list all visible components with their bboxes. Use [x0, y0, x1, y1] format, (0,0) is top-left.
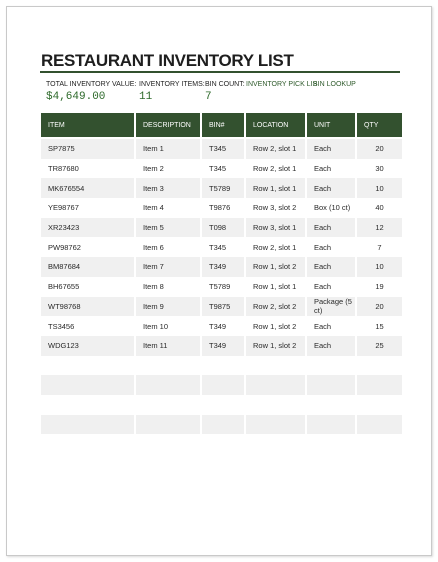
cell-description[interactable] [136, 415, 202, 435]
cell-description[interactable]: Item 11 [136, 336, 202, 356]
table-row [41, 237, 402, 257]
cell-unit[interactable]: Each [307, 257, 357, 277]
column-header-unit[interactable]: UNIT [307, 113, 357, 137]
table-row [41, 159, 402, 179]
cell-bin[interactable] [202, 434, 246, 454]
cell-item[interactable] [41, 415, 136, 435]
cell-item[interactable]: TS3456 [41, 316, 136, 336]
cell-description[interactable]: Item 1 [136, 139, 202, 159]
cell-qty[interactable] [357, 415, 402, 435]
cell-location[interactable]: Row 1, slot 2 [246, 257, 307, 277]
cell-item[interactable]: WT98768 [41, 297, 136, 317]
cell-bin[interactable]: T9875 [202, 297, 246, 317]
cell-description[interactable] [136, 395, 202, 415]
cell-description[interactable]: Item 5 [136, 218, 202, 238]
table-row-empty [41, 434, 402, 454]
cell-description[interactable]: Item 9 [136, 297, 202, 317]
cell-description[interactable]: Item 2 [136, 159, 202, 179]
cell-qty[interactable]: 30 [357, 159, 402, 179]
table-row-empty [41, 415, 402, 435]
cell-bin[interactable]: T349 [202, 257, 246, 277]
total-value: $4,649.00 [46, 91, 106, 103]
cell-unit[interactable] [307, 375, 357, 395]
table-row [41, 178, 402, 198]
cell-description[interactable] [136, 434, 202, 454]
inventory-table [41, 113, 402, 454]
cell-item[interactable]: TR87680 [41, 159, 136, 179]
cell-item[interactable]: BH67655 [41, 277, 136, 297]
cell-unit[interactable]: Each [307, 316, 357, 336]
cell-location[interactable]: Row 1, slot 1 [246, 277, 307, 297]
cell-description[interactable]: Item 10 [136, 316, 202, 336]
inventory-pick-list-link[interactable]: INVENTORY PICK LIS [246, 81, 318, 88]
cell-location[interactable]: Row 2, slot 1 [246, 237, 307, 257]
cell-qty[interactable]: 19 [357, 277, 402, 297]
cell-qty[interactable] [357, 375, 402, 395]
cell-location[interactable] [246, 415, 307, 435]
column-header-description[interactable]: DESCRIPTION [136, 113, 202, 137]
cell-qty[interactable]: 10 [357, 178, 402, 198]
cell-qty[interactable] [357, 434, 402, 454]
cell-location[interactable]: Row 2, slot 1 [246, 159, 307, 179]
cell-location[interactable]: Row 1, slot 2 [246, 336, 307, 356]
cell-description[interactable]: Item 6 [136, 237, 202, 257]
cell-qty[interactable]: 40 [357, 198, 402, 218]
cell-unit[interactable] [307, 434, 357, 454]
cell-unit[interactable]: Each [307, 139, 357, 159]
cell-description[interactable]: Item 7 [136, 257, 202, 277]
cell-unit[interactable]: Each [307, 237, 357, 257]
cell-location[interactable] [246, 395, 307, 415]
cell-description[interactable] [136, 375, 202, 395]
cell-location[interactable]: Row 3, slot 2 [246, 198, 307, 218]
cell-qty[interactable] [357, 356, 402, 376]
bin-lookup-link[interactable]: BIN LOOKUP [313, 81, 356, 88]
cell-bin[interactable]: T5789 [202, 277, 246, 297]
table-row [41, 316, 402, 336]
cell-qty[interactable]: 7 [357, 237, 402, 257]
column-header-bin[interactable]: BIN# [202, 113, 246, 137]
cell-description[interactable]: Item 8 [136, 277, 202, 297]
column-header-item[interactable]: ITEM [41, 113, 136, 137]
page-title: RESTAURANT INVENTORY LIST [41, 51, 294, 70]
cell-unit[interactable] [307, 356, 357, 376]
cell-unit[interactable]: Package (5 ct) [307, 297, 357, 317]
title-divider [40, 71, 400, 73]
cell-item[interactable] [41, 395, 136, 415]
cell-qty[interactable] [357, 395, 402, 415]
cell-bin[interactable]: T5789 [202, 178, 246, 198]
cell-unit[interactable]: Box (10 ct) [307, 198, 357, 218]
cell-description[interactable]: Item 4 [136, 198, 202, 218]
cell-bin[interactable]: T345 [202, 237, 246, 257]
cell-bin[interactable]: T098 [202, 218, 246, 238]
cell-qty[interactable]: 20 [357, 297, 402, 317]
cell-item[interactable]: MK676554 [41, 178, 136, 198]
cell-unit[interactable]: Each [307, 336, 357, 356]
column-header-qty[interactable]: QTY [357, 113, 402, 137]
table-row-empty [41, 356, 402, 376]
cell-item[interactable]: XR23423 [41, 218, 136, 238]
table-row [41, 139, 402, 159]
table-row [41, 336, 402, 356]
cell-item[interactable]: YE98767 [41, 198, 136, 218]
cell-bin[interactable] [202, 356, 246, 376]
cell-bin[interactable]: T9876 [202, 198, 246, 218]
table-row-empty [41, 395, 402, 415]
table-row [41, 198, 402, 218]
cell-description[interactable] [136, 356, 202, 376]
table-row [41, 277, 402, 297]
cell-item[interactable] [41, 375, 136, 395]
cell-qty[interactable]: 15 [357, 316, 402, 336]
total-value-label: TOTAL INVENTORY VALUE: [46, 81, 137, 88]
column-header-location[interactable]: LOCATION [246, 113, 307, 137]
cell-qty[interactable]: 10 [357, 257, 402, 277]
cell-item[interactable]: BM87684 [41, 257, 136, 277]
cell-qty[interactable]: 12 [357, 218, 402, 238]
cell-location[interactable]: Row 3, slot 1 [246, 218, 307, 238]
cell-unit[interactable]: Each [307, 178, 357, 198]
cell-item[interactable]: WDG123 [41, 336, 136, 356]
cell-bin[interactable] [202, 415, 246, 435]
cell-item[interactable] [41, 434, 136, 454]
cell-bin[interactable] [202, 395, 246, 415]
cell-qty[interactable]: 25 [357, 336, 402, 356]
cell-unit[interactable]: Each [307, 218, 357, 238]
cell-bin[interactable]: T349 [202, 316, 246, 336]
cell-bin[interactable]: T349 [202, 336, 246, 356]
inventory-items-label: INVENTORY ITEMS: [139, 81, 205, 88]
cell-bin[interactable]: T345 [202, 159, 246, 179]
cell-item[interactable] [41, 356, 136, 376]
cell-location[interactable]: Row 1, slot 2 [246, 316, 307, 336]
cell-location[interactable]: Row 1, slot 1 [246, 178, 307, 198]
table-row [41, 257, 402, 277]
cell-location[interactable] [246, 375, 307, 395]
cell-location[interactable]: Row 2, slot 1 [246, 139, 307, 159]
table-header-row [41, 113, 402, 137]
inventory-items-count: 11 [139, 91, 153, 103]
cell-location[interactable] [246, 434, 307, 454]
cell-location[interactable]: Row 2, slot 2 [246, 297, 307, 317]
cell-bin[interactable] [202, 375, 246, 395]
cell-description[interactable]: Item 3 [136, 178, 202, 198]
cell-bin[interactable]: T345 [202, 139, 246, 159]
table-row-empty [41, 375, 402, 395]
bin-count-value: 7 [205, 91, 212, 103]
bin-count-label: BIN COUNT: [205, 81, 245, 88]
cell-item[interactable]: SP7875 [41, 139, 136, 159]
table-row [41, 297, 402, 317]
cell-location[interactable] [246, 356, 307, 376]
cell-unit[interactable] [307, 395, 357, 415]
cell-unit[interactable]: Each [307, 277, 357, 297]
cell-qty[interactable]: 20 [357, 139, 402, 159]
cell-item[interactable]: PW98762 [41, 237, 136, 257]
table-row [41, 218, 402, 238]
cell-unit[interactable]: Each [307, 159, 357, 179]
cell-unit[interactable] [307, 415, 357, 435]
